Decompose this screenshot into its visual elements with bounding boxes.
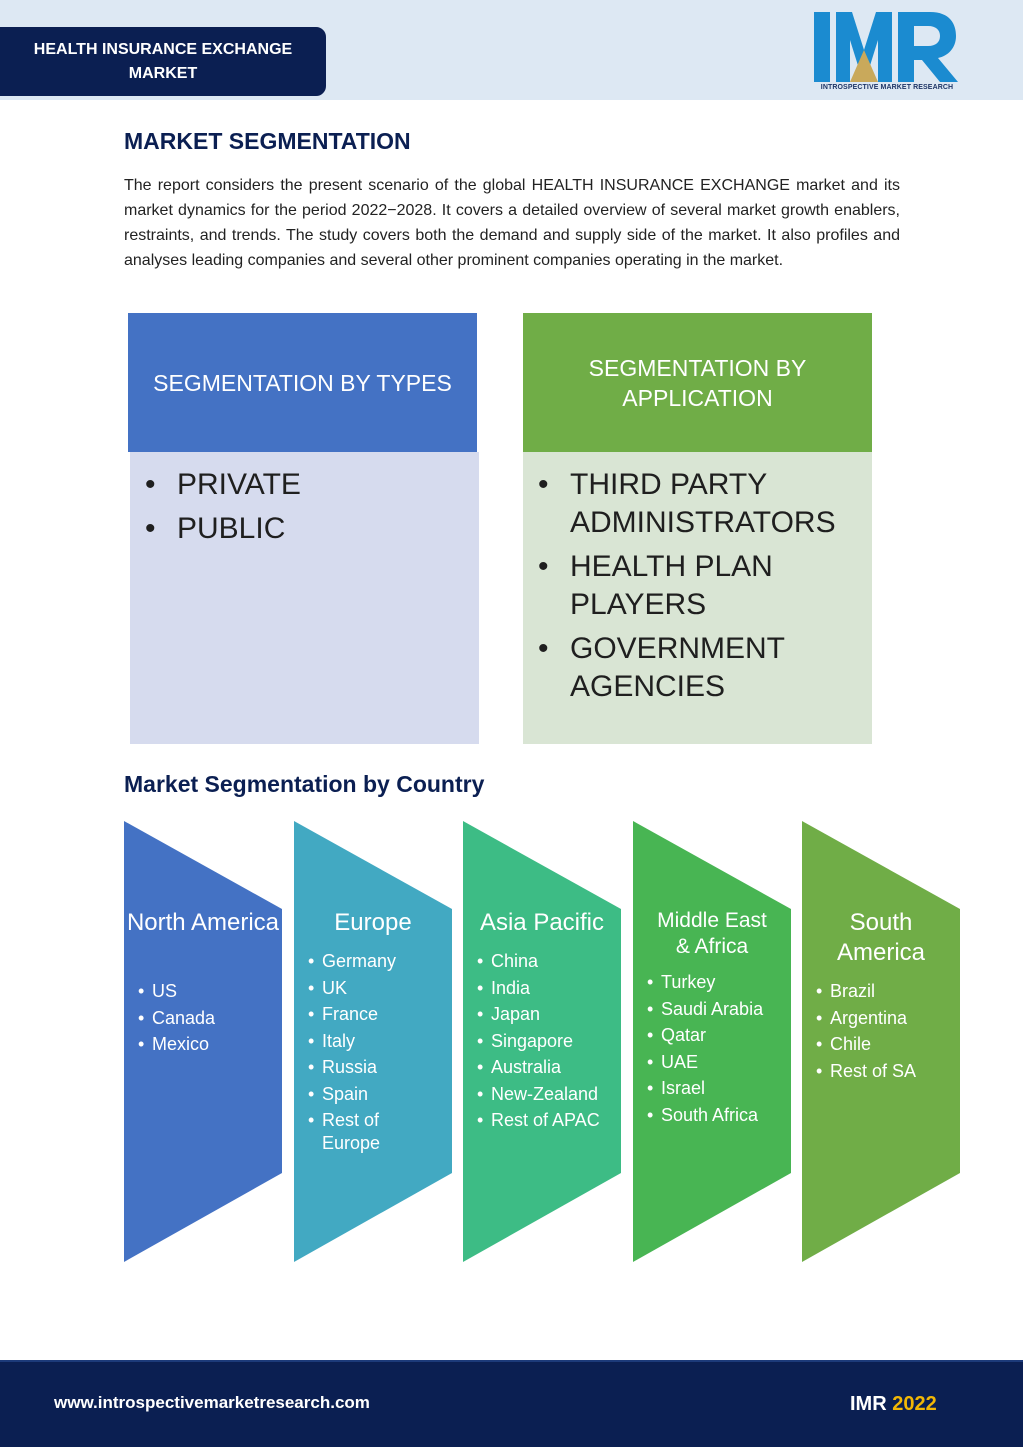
region-north-america: [124, 821, 282, 1262]
list-item: • Rest of APAC: [477, 1109, 600, 1132]
list-item: • South Africa: [647, 1104, 763, 1127]
region-list: [138, 980, 215, 1060]
list-item: • Russia: [308, 1056, 438, 1079]
region-name: Middle East & Africa: [657, 909, 767, 958]
region-europe: [294, 821, 452, 1262]
logo-subtitle: INTROSPECTIVE MARKET RESEARCH: [820, 84, 954, 91]
footer-website-link[interactable]: www.introspectivemarketresearch.com: [54, 1393, 370, 1412]
list-item: • US: [138, 980, 215, 1003]
region-list: [816, 980, 916, 1086]
region-list: [308, 950, 438, 1159]
list-item: • Saudi Arabia: [647, 998, 763, 1021]
application-heading: SEGMENTATION BY APPLICATION: [588, 354, 807, 411]
list-item: • Mexico: [138, 1033, 215, 1056]
list-item: • THIRD PARTY ADMINISTRATORS: [538, 466, 858, 542]
intro-paragraph: The report considers the present scenario of the global HEALTH INSURANCE EXCHANGE market and its market dynamics for the period 2022−2028. It covers a detailed overview of several market growth enablers, restraints, and trends. The study covers both the demand and supply side of the market. It also profiles and analyses leading companies and several other prominent companies operating in the market.: [124, 177, 900, 269]
types-list: [145, 466, 465, 554]
list-item: • Italy: [308, 1030, 438, 1053]
footer-year: 2022: [892, 1393, 937, 1415]
list-item: • India: [477, 977, 600, 1000]
list-item: • UAE: [647, 1051, 763, 1074]
types-header: [128, 313, 477, 452]
imr-logo-icon: [812, 10, 962, 85]
list-item: • Israel: [647, 1077, 763, 1100]
list-item: • Rest of SA: [816, 1060, 916, 1083]
list-item: • Rest of Europe: [308, 1109, 392, 1155]
list-item: • PRIVATE: [145, 466, 465, 504]
list-item: • Australia: [477, 1056, 600, 1079]
footer-brand: [850, 1393, 937, 1416]
list-item: • Brazil: [816, 980, 916, 1003]
country-heading: Market Segmentation by Country: [124, 771, 485, 797]
region-name: South America: [836, 909, 926, 966]
list-item: • Japan: [477, 1003, 600, 1026]
report-title: HEALTH INSURANCE EXCHANGE MARKET: [33, 40, 293, 82]
region-list: [477, 950, 600, 1136]
types-heading: SEGMENTATION BY TYPES: [153, 369, 452, 396]
list-item: • New-Zealand: [477, 1083, 600, 1106]
market-segmentation-heading: MARKET SEGMENTATION: [124, 128, 411, 154]
footer-brand-name: IMR: [850, 1393, 887, 1415]
list-item: • UK: [308, 977, 438, 1000]
footer: [0, 1360, 1023, 1447]
list-item: • Argentina: [816, 1007, 916, 1030]
region-south-america: [802, 821, 960, 1262]
list-item: • Spain: [308, 1083, 438, 1106]
application-list: [538, 466, 858, 712]
list-item: • Turkey: [647, 971, 763, 994]
list-item: • GOVERNMENT AGENCIES: [538, 630, 858, 706]
list-item: • Canada: [138, 1007, 215, 1030]
application-header: [523, 313, 872, 452]
list-item: • PUBLIC: [145, 510, 465, 548]
region-asia-pacific: [463, 821, 621, 1262]
report-title-badge: [0, 27, 326, 96]
list-item: • Qatar: [647, 1024, 763, 1047]
list-item: • China: [477, 950, 600, 973]
region-name: Asia Pacific: [479, 909, 605, 936]
region-middle-east-africa: [633, 821, 791, 1262]
region-list: [647, 971, 763, 1130]
region-name: North America: [126, 909, 280, 936]
list-item: • Chile: [816, 1033, 916, 1056]
list-item: • Germany: [308, 950, 438, 973]
imr-logo: [812, 10, 962, 95]
list-item: • France: [308, 1003, 438, 1026]
region-name: Europe: [334, 909, 412, 936]
list-item: • Singapore: [477, 1030, 600, 1053]
list-item: • HEALTH PLAN PLAYERS: [538, 548, 858, 624]
